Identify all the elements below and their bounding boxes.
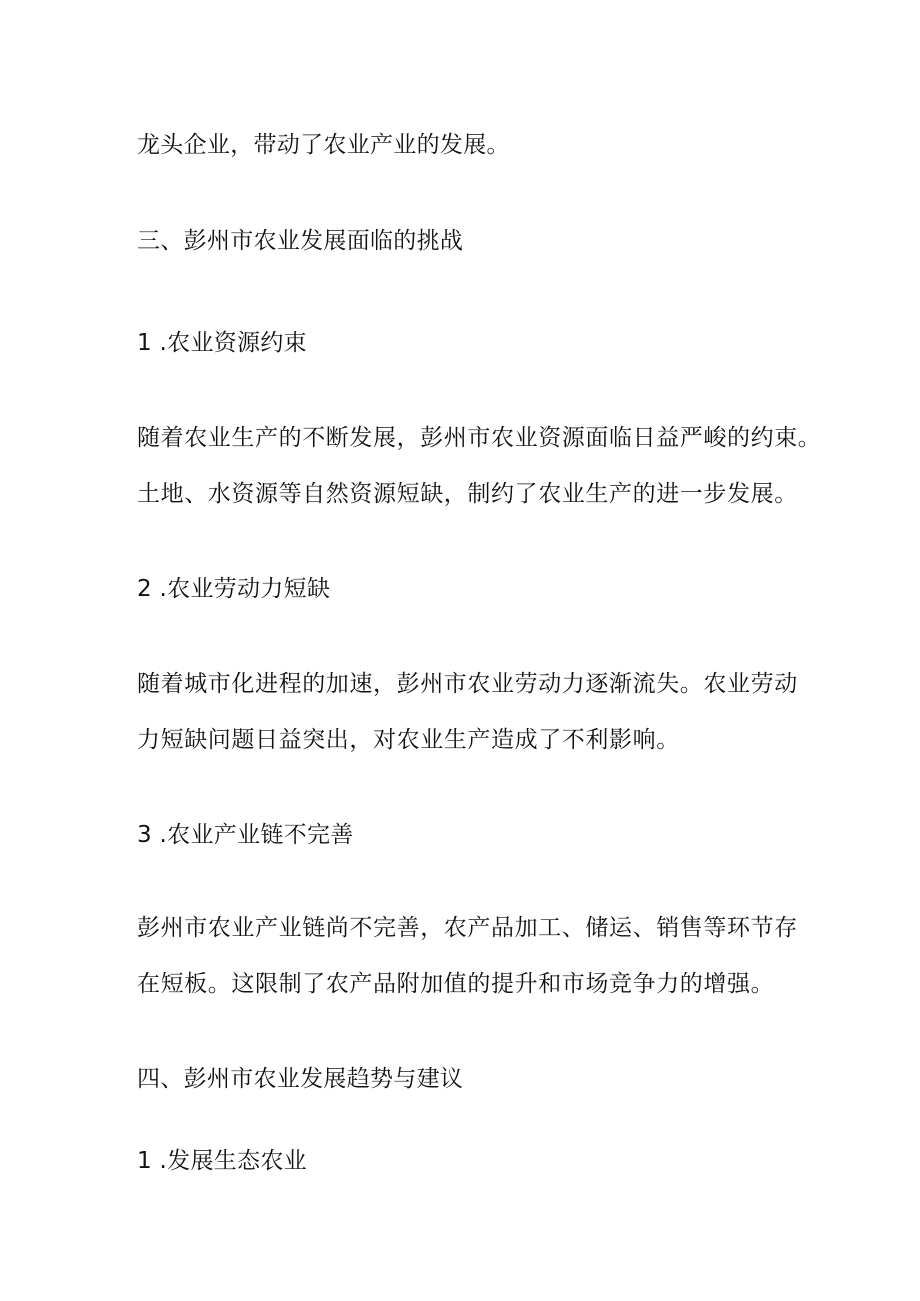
paragraph-line: 随着城市化进程的加速，彭州市农业劳动力逐渐流失。农业劳动 <box>137 671 798 697</box>
paragraph <box>137 900 797 1012</box>
paragraph-line: 彭州市农业产业链尚不完善，农产品加工、储运、销售等环节存 <box>137 915 798 941</box>
paragraph-line: 力短缺问题日益突出，对农业生产造成了不利影响。 <box>137 727 680 753</box>
subsection-heading: 3 .农业产业链不完善 <box>137 822 354 848</box>
paragraph <box>137 410 822 522</box>
section-heading: 四、彭州市农业发展趋势与建议 <box>137 1066 464 1092</box>
paragraph-line: 随着农业生产的不断发展，彭州市农业资源面临日益严峻的约束。 <box>137 425 822 451</box>
text-line: 龙头企业，带动了农业产业的发展。 <box>137 132 510 158</box>
paragraph <box>137 656 797 768</box>
paragraph-line: 在短板。这限制了农产品附加值的提升和市场竞争力的增强。 <box>137 971 775 997</box>
section-heading: 三、彭州市农业发展面临的挑战 <box>137 228 464 254</box>
subsection-heading: 1 .发展生态农业 <box>137 1148 307 1174</box>
subsection-heading: 2 .农业劳动力短缺 <box>137 576 331 602</box>
subsection-heading: 1 .农业资源约束 <box>137 330 307 356</box>
paragraph-line: 土地、水资源等自然资源短缺，制约了农业生产的进一步发展。 <box>137 481 798 507</box>
